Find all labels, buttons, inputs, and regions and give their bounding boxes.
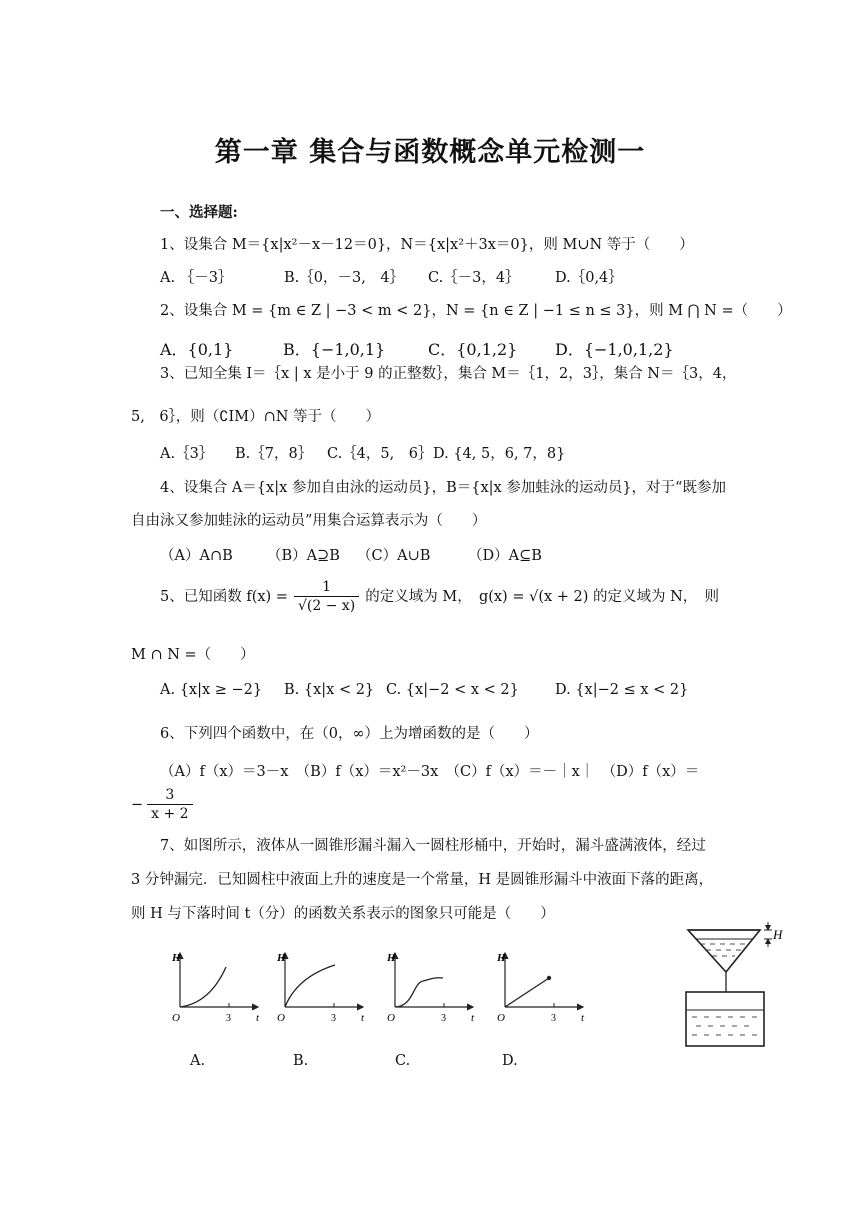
q5-line2: M ∩ N =（ ） (131, 647, 255, 663)
q5-stem (160, 578, 719, 615)
graph-b-ylabel: H (277, 952, 286, 964)
q1-option-b: B.｛0，－3, 4｝ (284, 270, 405, 286)
graph-label-c: C. (395, 1053, 411, 1069)
q6-option-d-fraction (131, 786, 193, 823)
q7-line1: 7、如图所示，液体从一圆锥形漏斗漏入一圆柱形桶中，开始时，漏斗盛满液体，经过 (160, 838, 706, 854)
graph-c (386, 952, 475, 1024)
q3-option-c: C.｛4，5, 6｝ (327, 446, 433, 462)
q6-frac-den: x + 2 (147, 804, 192, 823)
q3-option-d: D. {4, 5，6, 7，8} (433, 446, 566, 462)
q2-option-b: B．{−1,0,1} (283, 340, 386, 359)
q7-graphs (160, 945, 660, 1025)
page-title: 第一章 集合与函数概念单元检测一 (214, 137, 646, 168)
graph-d-origin: O (497, 1012, 505, 1024)
q4-line2: 自由泳又参加蛙泳的运动员”用集合运算表示为（ ） (131, 513, 487, 529)
q2-option-a: A．{0,1} (160, 340, 234, 359)
q4-option-b: （B）A⊇B (267, 548, 340, 564)
graph-a-ylabel: H (172, 952, 181, 964)
q6-frac-num: 3 (165, 787, 175, 803)
graph-c-tick: 3 (441, 1013, 446, 1024)
q1-stem: 1、设集合 M＝{x|x²－x－12＝0}，N＝{x|x²＋3x＝0}，则 M∪N 等于（ ） (160, 237, 694, 253)
graph-d-tick: 3 (551, 1013, 556, 1024)
graph-a-xlabel: t (256, 1012, 260, 1024)
q5-option-d: D. {x|−2 ≤ x < 2} (555, 682, 689, 698)
q6-fraction (147, 786, 192, 823)
graph-c-xlabel: t (471, 1012, 475, 1024)
q5-prefix: 5、已知函数 f(x) = (160, 588, 288, 605)
q1-option-d: D.｛0,4｝ (555, 270, 623, 286)
q1-option-c: C.｛－3，4｝ (428, 270, 520, 286)
graph-b-origin: O (277, 1012, 285, 1024)
q3-line1: 3、已知全集 I＝｛x | x 是小于 9 的正整数｝，集合 M＝｛1，2，3｝，集合 N＝｛3，4， (160, 366, 737, 382)
q5-option-b: B. {x|x < 2} (284, 682, 375, 698)
funnel-h-label: H (773, 927, 783, 942)
q3-line2: 5, 6｝，则（∁IM）∩N 等于（ ） (131, 409, 381, 425)
q5-option-c: C. {x|−2 < x < 2} (386, 682, 519, 698)
graph-d-ylabel: H (497, 952, 506, 964)
q7-line2: 3 分钟漏完．已知圆柱中液面上升的速度是一个常量，H 是圆锥形漏斗中液面下落的距离， (131, 872, 714, 888)
q3-option-a: A.｛3｝ (160, 446, 214, 462)
q2-stem: 2、设集合 M = {m ∈ Z | −3 < m < 2}，N = {n ∈ Z | −1 ≤ n ≤ 3}，则 M ⋂ N =（ ） (160, 303, 792, 319)
q4-line1: 4、设集合 A＝{x|x 参加自由泳的运动员}，B＝{x|x 参加蛙泳的运动员}，对于“既参加 (160, 480, 726, 496)
q5-frac-den: √(2 − x) (294, 596, 359, 615)
q5-frac-num: 1 (322, 579, 332, 595)
q5-fraction (294, 578, 359, 615)
q7-line3: 则 H 与下落时间 t（分）的函数关系表示的图象只可能是（ ） (131, 906, 555, 922)
graph-label-d: D. (502, 1053, 518, 1069)
q5-option-a: A. {x|x ≥ −2} (160, 682, 263, 698)
graph-label-b: B. (293, 1053, 309, 1069)
graph-a-origin: O (172, 1012, 180, 1024)
graph-a (171, 952, 260, 1024)
q2-option-c: C．{0,1,2} (428, 340, 518, 359)
graph-c-ylabel: H (387, 952, 396, 964)
graph-b-tick: 3 (331, 1013, 336, 1024)
graph-label-a: A. (190, 1053, 206, 1069)
q2-option-d: D．{−1,0,1,2} (555, 340, 674, 359)
graph-d (496, 952, 585, 1024)
q1-option-a: A. ｛－3｝ (160, 270, 233, 286)
q3-option-b: B.｛7，8｝ (235, 446, 313, 462)
q4-option-d: （D）A⊆B (468, 548, 542, 564)
graph-b-xlabel: t (361, 1012, 365, 1024)
graph-d-xlabel: t (581, 1012, 585, 1024)
section-heading: 一、选择题: (160, 204, 238, 221)
q5-middle: 的定义域为 M， g(x) = √(x + 2) 的定义域为 N， 则 (365, 588, 720, 605)
q4-option-a: （A）A∩B (160, 548, 233, 564)
q6-options: （A）f（x）＝3－x （B）f（x）＝x²－3x （C）f（x）＝－｜x｜ （D）f（x）＝ (160, 764, 700, 780)
graph-a-tick: 3 (226, 1013, 231, 1024)
graph-b (276, 952, 365, 1024)
funnel-cylinder-figure (680, 920, 790, 1052)
q6-neg: − (131, 796, 144, 813)
graph-c-origin: O (387, 1012, 395, 1024)
q4-option-c: （C）A∪B (357, 548, 431, 564)
q6-stem: 6、下列四个函数中，在（0，∞）上为增函数的是（ ） (160, 726, 539, 742)
